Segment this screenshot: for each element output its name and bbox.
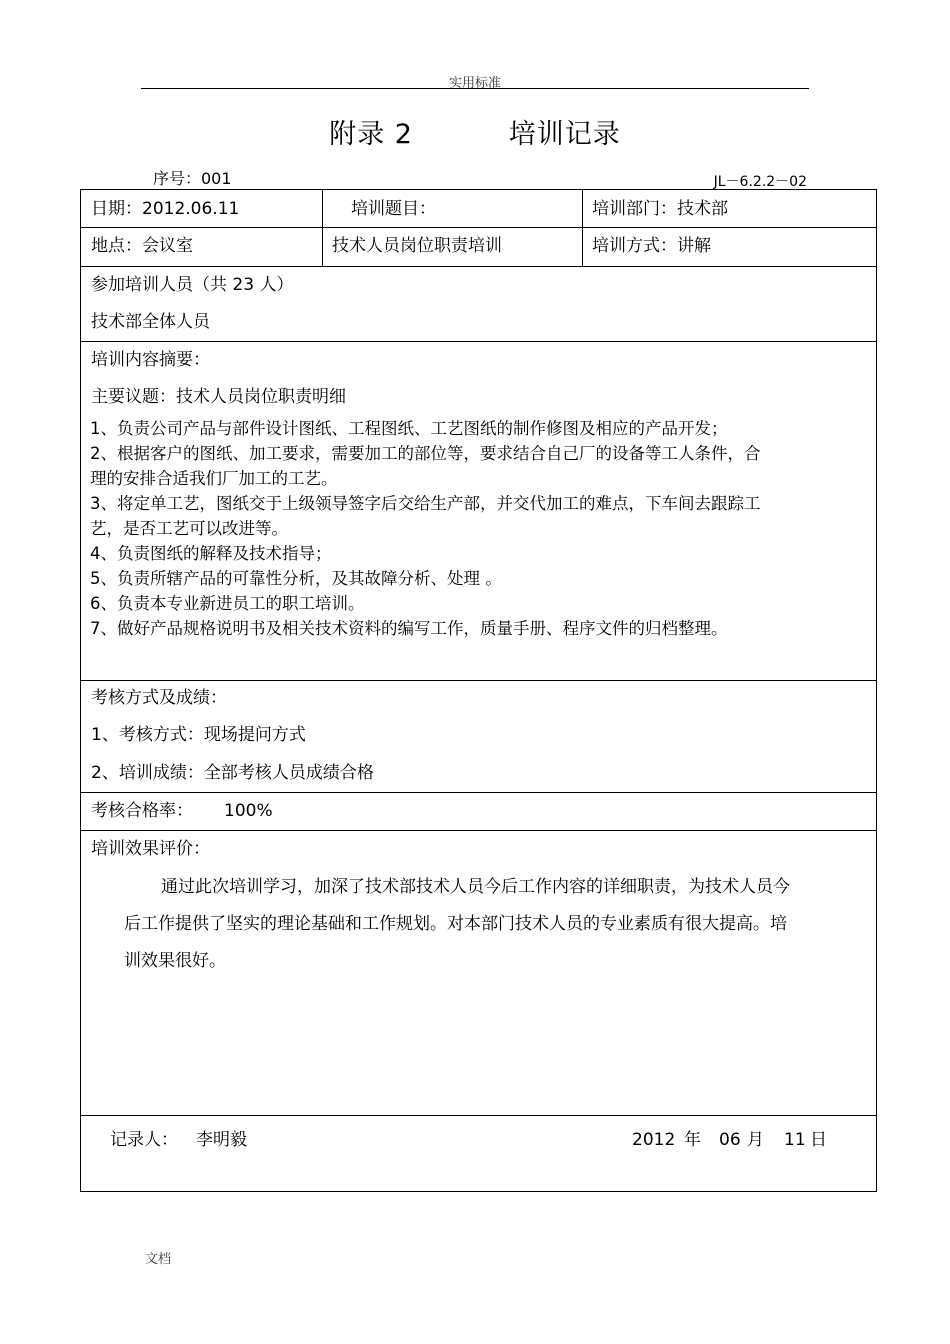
- participants-value: 技术部全体人员: [91, 312, 210, 332]
- record-month-unit: 月: [747, 1130, 764, 1150]
- header-rule: [141, 88, 809, 89]
- content-line: 艺，是否工艺可以改进等。: [90, 519, 288, 538]
- training-department: 培训部门：技术部: [592, 199, 728, 219]
- record-year-unit: 年: [684, 1130, 701, 1150]
- participants-label: 参加培训人员（共 23 人）: [91, 275, 294, 295]
- running-header: 实用标准: [448, 76, 501, 91]
- record-day: 11: [784, 1130, 806, 1150]
- assessment-label: 考核方式及成绩：: [91, 688, 227, 708]
- record-day-unit: 日: [810, 1130, 827, 1150]
- evaluation-line: 通过此次培训学习，加深了技术部技术人员今后工作内容的详细职责，为技术人员今: [161, 877, 790, 897]
- row-divider: [81, 830, 876, 831]
- training-record-form: [80, 189, 877, 1192]
- document-code: JL－6.2.2－02: [713, 174, 807, 190]
- appendix-label: 附录 2: [329, 119, 413, 150]
- content-line: 2、根据客户的图纸、加工要求，需要加工的部位等，要求结合自己厂的设备等工人条件，合: [90, 444, 761, 463]
- content-line: 1、负责公司产品与部件设计图纸、工程图纸、工艺图纸的制作修图及相应的产品开发；: [90, 419, 728, 438]
- serial-number: 序号：001: [153, 169, 232, 188]
- page-footer: 文档: [145, 1252, 172, 1267]
- pass-rate-value: 100%: [224, 801, 273, 821]
- training-date: 日期：2012.06.11: [91, 199, 240, 219]
- training-topic: 技术人员岗位职责培训: [332, 236, 502, 256]
- column-divider: [322, 190, 323, 266]
- training-location: 地点：会议室: [91, 236, 193, 256]
- training-topic-label: 培训题目：: [351, 199, 436, 219]
- content-line: 3、将定单工艺，图纸交于上级领导签字后交给生产部，并交代加工的难点，下车间去跟踪工: [90, 494, 761, 513]
- assessment-method: 1、考核方式：现场提问方式: [91, 725, 306, 745]
- row-divider: [81, 680, 876, 681]
- form-name: 培训记录: [508, 119, 621, 150]
- page-title: [0, 112, 950, 151]
- row-divider: [81, 1115, 876, 1116]
- evaluation-label: 培训效果评价：: [91, 839, 210, 859]
- row-divider: [81, 227, 876, 228]
- recorder-label: 记录人：: [110, 1130, 178, 1150]
- content-line: 理的安排合适我们厂加工的工艺。: [90, 469, 338, 488]
- content-line: 6、负责本专业新进员工的职工培训。: [90, 594, 365, 613]
- row-divider: [81, 341, 876, 342]
- row-divider: [81, 792, 876, 793]
- assessment-result: 2、培训成绩：全部考核人员成绩合格: [91, 763, 374, 783]
- content-line: 5、负责所辖产品的可靠性分析，及其故障分析、处理 。: [90, 569, 502, 588]
- column-divider: [582, 190, 583, 266]
- evaluation-line: 训效果很好。: [124, 951, 226, 971]
- recorder-name: 李明毅: [196, 1130, 247, 1150]
- content-line: 4、负责图纸的解释及技术指导；: [90, 544, 332, 563]
- row-divider: [81, 266, 876, 267]
- main-subject: 主要议题：技术人员岗位职责明细: [91, 387, 346, 407]
- content-line: 7、做好产品规格说明书及相关技术资料的编写工作，质量手册、程序文件的归档整理。: [90, 619, 728, 638]
- record-month: 06: [719, 1130, 741, 1150]
- content-summary-label: 培训内容摘要：: [91, 350, 210, 370]
- pass-rate-label: 考核合格率：: [91, 801, 193, 821]
- training-method: 培训方式：讲解: [592, 236, 711, 256]
- record-year: 2012: [632, 1130, 676, 1150]
- evaluation-line: 后工作提供了坚实的理论基础和工作规划。对本部门技术人员的专业素质有很大提高。培: [124, 914, 787, 934]
